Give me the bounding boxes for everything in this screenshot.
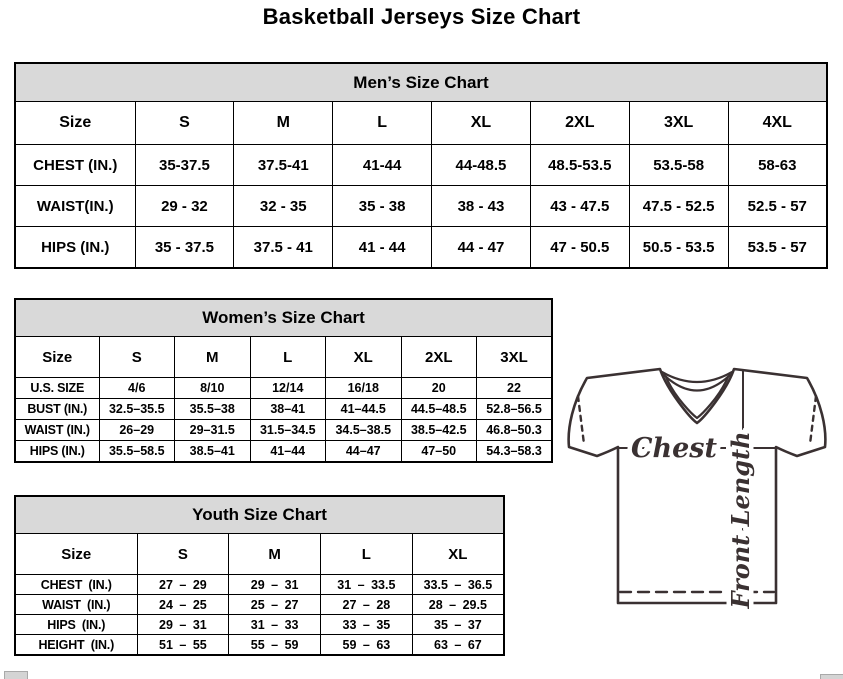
size-cell: 38.5–41 bbox=[175, 441, 251, 463]
youth-table-title: Youth Size Chart bbox=[15, 496, 504, 534]
row-label: HIPS (IN.) bbox=[15, 615, 137, 635]
size-cell: 58-63 bbox=[728, 145, 827, 186]
size-cell: 44.5–48.5 bbox=[401, 399, 477, 420]
size-cell: 47 - 50.5 bbox=[530, 227, 629, 269]
size-cell: 53.5-58 bbox=[629, 145, 728, 186]
size-cell: 31.5–34.5 bbox=[250, 420, 326, 441]
column-header: 3XL bbox=[477, 337, 553, 378]
size-cell: 27 – 28 bbox=[321, 595, 413, 615]
column-header: 4XL bbox=[728, 102, 827, 145]
size-cell: 35-37.5 bbox=[135, 145, 234, 186]
row-label: CHEST (IN.) bbox=[15, 575, 137, 595]
page-title: Basketball Jerseys Size Chart bbox=[262, 4, 581, 29]
size-cell: 20 bbox=[401, 378, 477, 399]
size-cell: 35 – 37 bbox=[412, 615, 504, 635]
size-cell: 38–41 bbox=[250, 399, 326, 420]
mens-size-table bbox=[14, 62, 828, 269]
column-header: Size bbox=[15, 337, 99, 378]
row-label: BUST (IN.) bbox=[15, 399, 99, 420]
size-cell: 34.5–38.5 bbox=[326, 420, 402, 441]
collar-curve-outer bbox=[662, 372, 732, 382]
size-cell: 26–29 bbox=[99, 420, 175, 441]
right-cuff-dashed-line bbox=[810, 396, 816, 444]
size-cell: 47.5 - 52.5 bbox=[629, 186, 728, 227]
row-label: WAIST (IN.) bbox=[15, 595, 137, 615]
column-header: Size bbox=[15, 102, 135, 145]
jersey-measurement-diagram bbox=[556, 360, 842, 612]
column-header: XL bbox=[326, 337, 402, 378]
size-cell: 46.8–50.3 bbox=[477, 420, 553, 441]
column-header: XL bbox=[412, 534, 504, 575]
size-cell: 35.5–58.5 bbox=[99, 441, 175, 463]
size-cell: 55 – 59 bbox=[229, 635, 321, 656]
row-label: CHEST (IN.) bbox=[15, 145, 135, 186]
size-cell: 54.3–58.3 bbox=[477, 441, 553, 463]
size-cell: 52.8–56.5 bbox=[477, 399, 553, 420]
size-cell: 50.5 - 53.5 bbox=[629, 227, 728, 269]
size-cell: 44–47 bbox=[326, 441, 402, 463]
horizontal-scrollbar-right-button[interactable] bbox=[820, 674, 843, 679]
column-header: M bbox=[234, 102, 333, 145]
size-cell: 4/6 bbox=[99, 378, 175, 399]
size-cell: 29–31.5 bbox=[175, 420, 251, 441]
column-header: S bbox=[135, 102, 234, 145]
size-cell: 43 - 47.5 bbox=[530, 186, 629, 227]
row-label: HEIGHT (IN.) bbox=[15, 635, 137, 656]
column-header: 3XL bbox=[629, 102, 728, 145]
size-cell: 37.5-41 bbox=[234, 145, 333, 186]
size-cell: 41 - 44 bbox=[333, 227, 432, 269]
size-cell: 32 - 35 bbox=[234, 186, 333, 227]
size-cell: 38.5–42.5 bbox=[401, 420, 477, 441]
size-cell: 63 – 67 bbox=[412, 635, 504, 656]
left-cuff-dashed-line bbox=[578, 396, 584, 444]
size-cell: 38 - 43 bbox=[432, 186, 531, 227]
size-cell: 41-44 bbox=[333, 145, 432, 186]
size-cell: 52.5 - 57 bbox=[728, 186, 827, 227]
size-cell: 37.5 - 41 bbox=[234, 227, 333, 269]
column-header: 2XL bbox=[401, 337, 477, 378]
size-cell: 41–44 bbox=[250, 441, 326, 463]
column-header: 2XL bbox=[530, 102, 629, 145]
womens-size-table bbox=[14, 298, 553, 463]
size-cell: 8/10 bbox=[175, 378, 251, 399]
size-cell: 27 – 29 bbox=[137, 575, 229, 595]
size-cell: 29 – 31 bbox=[137, 615, 229, 635]
chest-label: Chest bbox=[631, 433, 717, 464]
row-label: WAIST(IN.) bbox=[15, 186, 135, 227]
column-header: S bbox=[137, 534, 229, 575]
size-cell: 16/18 bbox=[326, 378, 402, 399]
size-cell: 59 – 63 bbox=[321, 635, 413, 656]
size-cell: 53.5 - 57 bbox=[728, 227, 827, 269]
size-cell: 33 – 35 bbox=[321, 615, 413, 635]
front-length-label: Front Length bbox=[726, 431, 755, 609]
jersey-outline-shape bbox=[569, 369, 826, 603]
size-cell: 44 - 47 bbox=[432, 227, 531, 269]
column-header: L bbox=[250, 337, 326, 378]
size-cell: 31 – 33.5 bbox=[321, 575, 413, 595]
size-cell: 25 – 27 bbox=[229, 595, 321, 615]
size-cell: 32.5–35.5 bbox=[99, 399, 175, 420]
row-label: HIPS (IN.) bbox=[15, 441, 99, 463]
column-header: XL bbox=[432, 102, 531, 145]
size-cell: 24 – 25 bbox=[137, 595, 229, 615]
size-cell: 31 – 33 bbox=[229, 615, 321, 635]
row-label: WAIST (IN.) bbox=[15, 420, 99, 441]
size-cell: 22 bbox=[477, 378, 553, 399]
size-cell: 41–44.5 bbox=[326, 399, 402, 420]
column-header: L bbox=[333, 102, 432, 145]
size-cell: 48.5-53.5 bbox=[530, 145, 629, 186]
row-label: HIPS (IN.) bbox=[15, 227, 135, 269]
size-cell: 35 - 38 bbox=[333, 186, 432, 227]
column-header: L bbox=[321, 534, 413, 575]
size-cell: 29 – 31 bbox=[229, 575, 321, 595]
size-cell: 29 - 32 bbox=[135, 186, 234, 227]
column-header: M bbox=[229, 534, 321, 575]
size-cell: 35 - 37.5 bbox=[135, 227, 234, 269]
youth-size-table bbox=[14, 495, 505, 656]
column-header: M bbox=[175, 337, 251, 378]
size-cell: 12/14 bbox=[250, 378, 326, 399]
size-cell: 44-48.5 bbox=[432, 145, 531, 186]
row-label: U.S. SIZE bbox=[15, 378, 99, 399]
column-header: S bbox=[99, 337, 175, 378]
horizontal-scrollbar-left-button[interactable] bbox=[4, 671, 28, 679]
mens-table-title: Men’s Size Chart bbox=[15, 63, 827, 102]
size-cell: 47–50 bbox=[401, 441, 477, 463]
size-cell: 51 – 55 bbox=[137, 635, 229, 656]
column-header: Size bbox=[15, 534, 137, 575]
size-cell: 35.5–38 bbox=[175, 399, 251, 420]
size-cell: 33.5 – 36.5 bbox=[412, 575, 504, 595]
size-cell: 28 – 29.5 bbox=[412, 595, 504, 615]
womens-table-title: Women’s Size Chart bbox=[15, 299, 552, 337]
